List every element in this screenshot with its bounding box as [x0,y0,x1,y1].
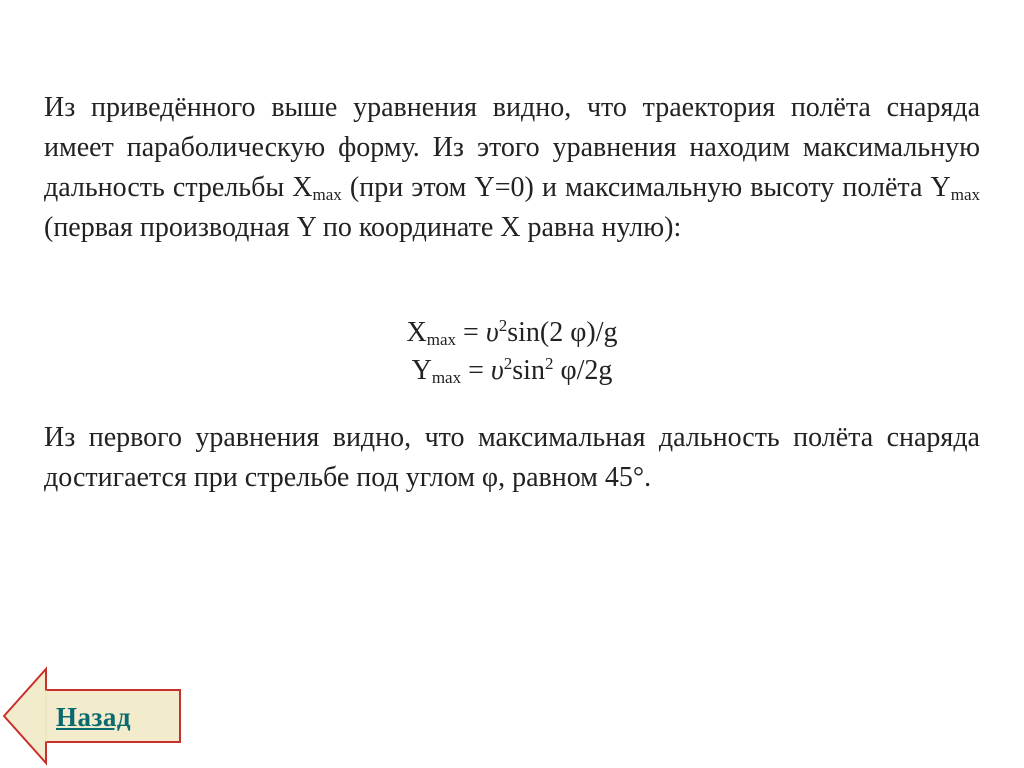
formula-velocity: υ [485,317,499,348]
formula-superscript: 2 [498,316,508,335]
formula-subscript: max [426,330,457,349]
ymax-subscript: max [950,185,981,204]
paragraph-text-part: (при этом Y=0) и максимальную высоту полёта Y [341,172,951,203]
formula-superscript: 2 [544,354,554,373]
formula-xmax [0,314,1024,352]
back-button-label[interactable]: Назад [56,702,132,732]
formula-subscript: max [431,368,462,387]
paragraph-trajectory [44,88,980,248]
formula-ymax [0,352,1024,390]
paragraph-text-part: (первая производная Y по координате X равна нулю): [44,212,682,243]
paragraph-text-part: Из приведённого выше уравнения видно, что траектория полёта снаряда имеет параболическую форму. Из этого уравнения находим максимальную дальность стрельбы X [44,92,980,203]
formula-lhs: X [406,317,427,348]
formula-lhs: Y [411,355,432,386]
formula-equals: = [461,355,491,386]
formula-velocity: υ [490,355,504,386]
formula-superscript: 2 [503,354,513,373]
xmax-subscript: max [312,185,342,204]
formula-equals: = [456,317,486,348]
formula-rhs: sin(2 φ)/g [507,317,618,348]
formula-sin: sin [512,355,545,386]
formula-block [0,314,1024,390]
formula-rhs: φ/2g [553,355,613,386]
back-button[interactable] [2,666,182,766]
paragraph-conclusion: Из первого уравнения видно, что максимальная дальность полёта снаряда достигается при стрельбе под углом φ, равном 45°. [44,422,980,493]
